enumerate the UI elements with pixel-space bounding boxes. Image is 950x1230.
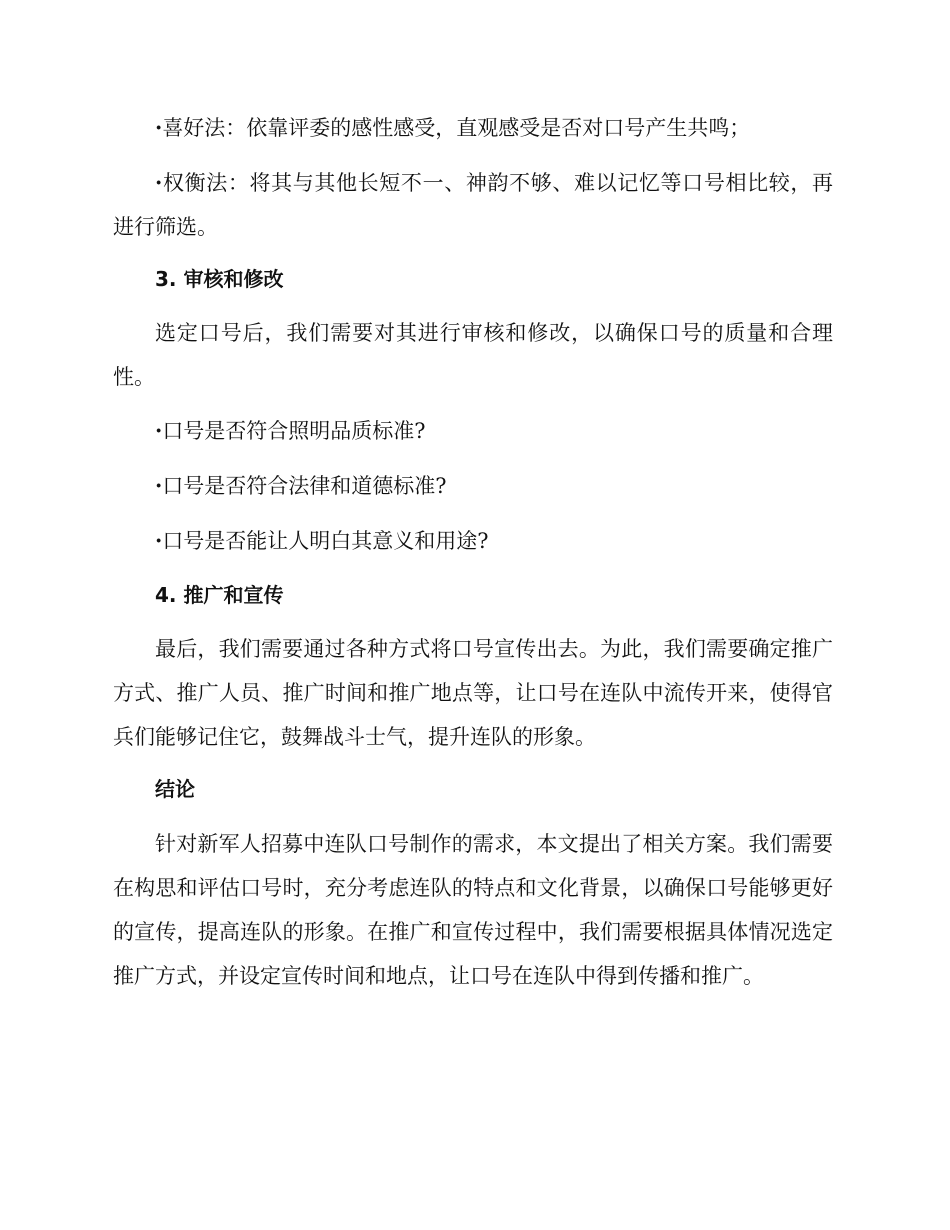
bullet-item-quality: [113, 409, 833, 453]
bullet-text: 喜好法：依靠评委的感性感受，直观感受是否对口号产生共鸣；: [162, 116, 751, 140]
bullet-marker: ·: [155, 473, 163, 498]
bullet-text: 口号是否符合照明品质标准?: [162, 419, 426, 443]
section-heading-review: 3. 审核和修改: [155, 267, 284, 291]
section-heading-promotion: 4. 推广和宣传: [155, 583, 284, 607]
bullet-text: 口号是否符合法律和道德标准?: [162, 474, 447, 498]
bullet-item-legal: [113, 464, 833, 508]
bullet-marker: ·: [155, 418, 163, 443]
paragraph-review-intro: 选定口号后，我们需要对其进行审核和修改，以确保口号的质量和合理性。: [113, 321, 833, 389]
bullet-marker: ·: [155, 528, 163, 553]
bullet-item-meaning: [113, 519, 833, 563]
section-heading-conclusion: 结论: [155, 777, 195, 801]
bullet-text: 权衡法：将其与其他长短不一、神韵不够、难以记忆等口号相比较，再进行筛选。: [113, 171, 833, 239]
bullet-marker: ·: [155, 115, 163, 140]
paragraph-conclusion: 针对新军人招募中连队口号制作的需求，本文提出了相关方案。我们需要在构思和评估口号时，充分考虑连队的特点和文化背景，以确保口号能够更好的宣传，提高连队的形象。在推广和宣传过程中，我们需要根据具体情况选定推广方式，并设定宣传时间和地点，让口号在连队中得到传播和推广。: [113, 832, 833, 988]
bullet-marker: ·: [155, 170, 163, 195]
paragraph-promotion: 最后，我们需要通过各种方式将口号宣传出去。为此，我们需要确定推广方式、推广人员、推广时间和推广地点等，让口号在连队中流传开来，使得官兵们能够记住它，鼓舞战斗士气，提升连队的形象。: [113, 637, 833, 749]
bullet-item-preference: [113, 106, 833, 150]
bullet-item-balance: [113, 161, 833, 249]
bullet-text: 口号是否能让人明白其意义和用途?: [162, 529, 489, 553]
